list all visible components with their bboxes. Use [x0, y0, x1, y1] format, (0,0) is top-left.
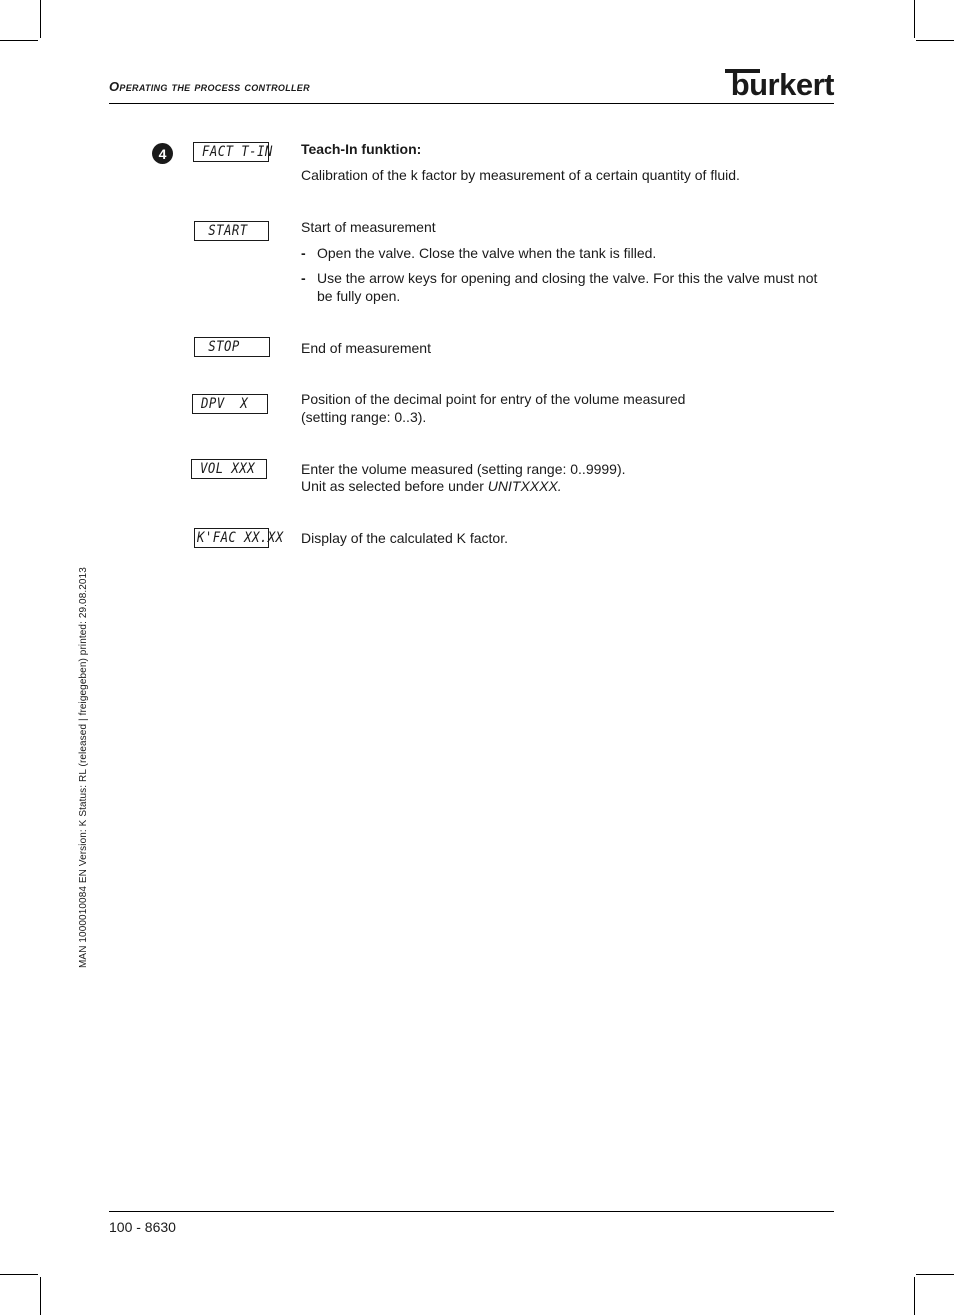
entry-text: Unit as selected before under	[301, 478, 488, 494]
lcd-display-stop: STOP	[194, 337, 270, 357]
entry-description-line2	[301, 477, 562, 495]
crop-mark	[40, 1277, 41, 1315]
lcd-display-start: START	[194, 221, 269, 241]
bullet-text: Use the arrow keys for opening and closing the valve. For this the valve must not be fully open.	[317, 270, 818, 304]
entry-description: Calibration of the k factor by measurement of a certain quantity of fluid.	[301, 167, 740, 183]
crop-mark	[40, 0, 41, 38]
bullet-dash: -	[301, 245, 306, 261]
lcd-display-dpv: DPV X	[192, 394, 268, 414]
page-section-title: Operating the process controller	[109, 79, 310, 94]
crop-mark	[914, 0, 915, 38]
page-number: 100 - 8630	[109, 1219, 176, 1235]
footer-divider	[109, 1211, 834, 1212]
entry-description-line1: Position of the decimal point for entry of the volume measured	[301, 391, 686, 407]
entry-description: End of measurement	[301, 340, 431, 356]
unit-reference: UNITXXXX.	[487, 478, 562, 494]
crop-mark	[916, 1274, 954, 1275]
lcd-display-vol: VOL XXX	[191, 459, 267, 479]
step-number-badge: 4	[152, 143, 173, 164]
brand-logo: burkert	[730, 67, 834, 102]
bullet-item	[301, 269, 831, 305]
document-metadata-note: MAN 1000010084 EN Version: K Status: RL (released | freigegeben) printed: 29.08.2013	[78, 567, 89, 968]
entry-heading: Teach-In funktion:	[301, 141, 422, 157]
entry-description: Display of the calculated K factor.	[301, 530, 508, 546]
header-divider	[109, 103, 834, 104]
entry-description-line1: Enter the volume measured (setting range: 0..9999).	[301, 461, 626, 477]
crop-mark	[0, 1274, 38, 1275]
entry-description: Start of measurement	[301, 219, 436, 235]
lcd-display-fact-t-in: FACT T-IN	[193, 142, 269, 162]
bullet-text: Open the valve. Close the valve when the tank is filled.	[317, 245, 657, 261]
crop-mark	[914, 1277, 915, 1315]
crop-mark	[0, 40, 38, 41]
lcd-display-kfac: K'FAC XX.XX	[194, 528, 269, 548]
entry-description-line2: (setting range: 0..3).	[301, 409, 427, 425]
bullet-dash: -	[301, 270, 306, 286]
crop-mark	[916, 40, 954, 41]
bullet-item	[301, 244, 831, 262]
